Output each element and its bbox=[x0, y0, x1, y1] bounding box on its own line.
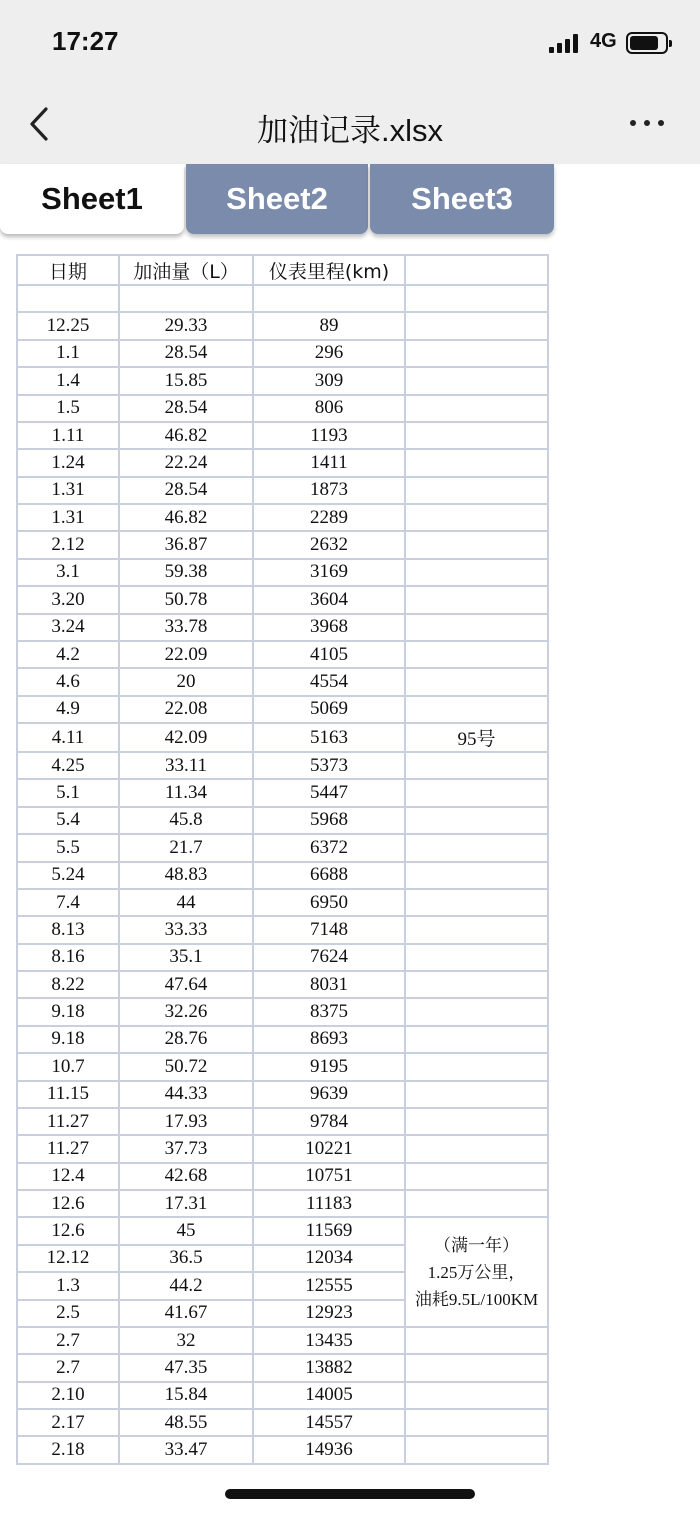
table-cell[interactable]: 1.24 bbox=[17, 449, 119, 476]
table-cell[interactable]: 4554 bbox=[253, 668, 405, 695]
table-row bbox=[17, 395, 548, 422]
table-cell[interactable]: 50.78 bbox=[119, 586, 253, 613]
table-cell[interactable] bbox=[405, 641, 548, 668]
table-row bbox=[17, 971, 548, 998]
status-time: 17:27 bbox=[52, 26, 119, 56]
table-cell[interactable]: 1.5 bbox=[17, 395, 119, 422]
table-cell[interactable] bbox=[405, 1354, 548, 1381]
table-cell[interactable]: 8.16 bbox=[17, 944, 119, 971]
header-cell[interactable]: 日期 bbox=[17, 255, 119, 285]
table-cell[interactable]: 17.31 bbox=[119, 1190, 253, 1217]
table-row bbox=[17, 1135, 548, 1162]
table-cell[interactable] bbox=[405, 944, 548, 971]
table-cell[interactable]: 10.7 bbox=[17, 1053, 119, 1080]
table-cell[interactable]: 8693 bbox=[253, 1026, 405, 1053]
table-cell[interactable] bbox=[405, 1163, 548, 1190]
table-cell[interactable] bbox=[405, 1026, 548, 1053]
home-indicator bbox=[225, 1489, 475, 1499]
table-cell[interactable]: 9195 bbox=[253, 1053, 405, 1080]
table-cell[interactable]: 15.84 bbox=[119, 1382, 253, 1409]
back-chevron-icon[interactable] bbox=[28, 106, 52, 142]
table-cell[interactable]: 6950 bbox=[253, 889, 405, 916]
table-cell[interactable]: 37.73 bbox=[119, 1135, 253, 1162]
table-cell[interactable]: 1.1 bbox=[17, 340, 119, 367]
table-cell[interactable]: 4105 bbox=[253, 641, 405, 668]
table-cell[interactable]: 47.64 bbox=[119, 971, 253, 998]
table-row bbox=[17, 834, 548, 861]
table-cell[interactable] bbox=[405, 531, 548, 558]
table-row bbox=[17, 1409, 548, 1436]
table-cell[interactable]: 9.18 bbox=[17, 1026, 119, 1053]
table-cell[interactable]: 7148 bbox=[253, 916, 405, 943]
table-cell[interactable]: 2289 bbox=[253, 504, 405, 531]
table-row bbox=[17, 723, 548, 752]
table-cell[interactable]: 1193 bbox=[253, 422, 405, 449]
table-cell[interactable]: 36.87 bbox=[119, 531, 253, 558]
table-row bbox=[17, 998, 548, 1025]
summary-note-line: 油耗9.5L/100KM bbox=[414, 1289, 539, 1309]
table-row bbox=[17, 504, 548, 531]
table-cell[interactable] bbox=[405, 752, 548, 779]
table-cell[interactable]: 11.15 bbox=[17, 1081, 119, 1108]
table-cell[interactable] bbox=[119, 285, 253, 312]
table-cell[interactable]: 48.83 bbox=[119, 862, 253, 889]
table-cell[interactable]: 22.09 bbox=[119, 641, 253, 668]
table-cell[interactable]: 4.11 bbox=[17, 723, 119, 752]
spreadsheet-grid bbox=[16, 254, 549, 1465]
table-cell[interactable]: 20 bbox=[119, 668, 253, 695]
table-cell[interactable]: 3.20 bbox=[17, 586, 119, 613]
table-cell[interactable]: 12.4 bbox=[17, 1163, 119, 1190]
table-cell[interactable]: 36.5 bbox=[119, 1245, 253, 1272]
table-cell[interactable]: 8.22 bbox=[17, 971, 119, 998]
table-row bbox=[17, 1217, 548, 1244]
table-row bbox=[17, 340, 548, 367]
table-cell[interactable] bbox=[405, 779, 548, 806]
table-cell[interactable] bbox=[405, 285, 548, 312]
network-type: 4G bbox=[590, 30, 617, 52]
table-row bbox=[17, 1163, 548, 1190]
table-cell[interactable]: 1.4 bbox=[17, 367, 119, 394]
table-cell[interactable]: 14557 bbox=[253, 1409, 405, 1436]
table-row bbox=[17, 779, 548, 806]
table-cell[interactable]: 33.11 bbox=[119, 752, 253, 779]
table-cell[interactable]: 5.1 bbox=[17, 779, 119, 806]
table-cell[interactable]: 44.33 bbox=[119, 1081, 253, 1108]
table-cell[interactable]: 14936 bbox=[253, 1436, 405, 1463]
table-cell[interactable] bbox=[405, 696, 548, 723]
table-cell[interactable]: 4.6 bbox=[17, 668, 119, 695]
table-cell[interactable]: 28.76 bbox=[119, 1026, 253, 1053]
table-cell[interactable]: 10221 bbox=[253, 1135, 405, 1162]
table-row bbox=[17, 449, 548, 476]
table-cell[interactable]: 1411 bbox=[253, 449, 405, 476]
table-cell[interactable] bbox=[405, 340, 548, 367]
table-cell[interactable]: 2.5 bbox=[17, 1300, 119, 1327]
table-cell[interactable] bbox=[405, 559, 548, 586]
table-cell[interactable]: 47.35 bbox=[119, 1354, 253, 1381]
table-cell[interactable]: 2.7 bbox=[17, 1354, 119, 1381]
table-row bbox=[17, 1354, 548, 1381]
table-cell[interactable]: 5.24 bbox=[17, 862, 119, 889]
table-cell[interactable] bbox=[405, 477, 548, 504]
table-cell[interactable]: 41.67 bbox=[119, 1300, 253, 1327]
table-row bbox=[17, 752, 548, 779]
table-cell[interactable]: 15.85 bbox=[119, 367, 253, 394]
table-row bbox=[17, 285, 548, 312]
table-cell[interactable] bbox=[405, 668, 548, 695]
table-cell[interactable]: 28.54 bbox=[119, 395, 253, 422]
table-cell[interactable]: 33.47 bbox=[119, 1436, 253, 1463]
table-row bbox=[17, 916, 548, 943]
table-cell[interactable]: 5163 bbox=[253, 723, 405, 752]
table-cell[interactable] bbox=[405, 1436, 548, 1463]
table-cell[interactable]: 3.1 bbox=[17, 559, 119, 586]
table-cell[interactable]: 11183 bbox=[253, 1190, 405, 1217]
table-cell[interactable]: 2632 bbox=[253, 531, 405, 558]
table-cell[interactable]: 9784 bbox=[253, 1108, 405, 1135]
table-cell[interactable]: 44.2 bbox=[119, 1272, 253, 1299]
table-cell[interactable]: 46.82 bbox=[119, 422, 253, 449]
table-cell[interactable] bbox=[405, 1081, 548, 1108]
table-cell[interactable]: 2.10 bbox=[17, 1382, 119, 1409]
tab-sheet2[interactable]: Sheet2 bbox=[186, 164, 368, 234]
table-row bbox=[17, 668, 548, 695]
table-row bbox=[17, 641, 548, 668]
table-row bbox=[17, 531, 548, 558]
table-cell[interactable]: 3604 bbox=[253, 586, 405, 613]
table-cell[interactable]: 3968 bbox=[253, 614, 405, 641]
table-cell[interactable]: 2.12 bbox=[17, 531, 119, 558]
table-cell[interactable] bbox=[405, 916, 548, 943]
table-cell[interactable] bbox=[405, 504, 548, 531]
table-cell[interactable]: 12.6 bbox=[17, 1190, 119, 1217]
table-cell[interactable]: 28.54 bbox=[119, 340, 253, 367]
table-cell[interactable]: 2.7 bbox=[17, 1327, 119, 1354]
table-row bbox=[17, 696, 548, 723]
table-cell[interactable] bbox=[405, 998, 548, 1025]
status-bar bbox=[0, 0, 700, 86]
summary-note-line: （满一年） bbox=[434, 1235, 519, 1255]
table-cell[interactable] bbox=[405, 834, 548, 861]
header-row bbox=[17, 255, 548, 285]
table-cell[interactable] bbox=[405, 1190, 548, 1217]
table-cell[interactable]: 296 bbox=[253, 340, 405, 367]
table-cell[interactable] bbox=[405, 1327, 548, 1354]
table-cell[interactable]: 22.08 bbox=[119, 696, 253, 723]
table-cell[interactable] bbox=[405, 395, 548, 422]
table-row bbox=[17, 1026, 548, 1053]
table-cell[interactable]: 1.11 bbox=[17, 422, 119, 449]
table-cell[interactable]: 29.33 bbox=[119, 312, 253, 339]
table-cell[interactable]: 7624 bbox=[253, 944, 405, 971]
table-row bbox=[17, 422, 548, 449]
table-cell[interactable]: 21.7 bbox=[119, 834, 253, 861]
table-cell[interactable]: 12.25 bbox=[17, 312, 119, 339]
table-cell[interactable] bbox=[405, 862, 548, 889]
table-cell[interactable]: 8031 bbox=[253, 971, 405, 998]
table-cell[interactable]: 45.8 bbox=[119, 807, 253, 834]
table-cell[interactable]: 1.31 bbox=[17, 477, 119, 504]
table-cell[interactable] bbox=[253, 285, 405, 312]
table-cell[interactable]: 1873 bbox=[253, 477, 405, 504]
table-cell[interactable] bbox=[405, 312, 548, 339]
table-cell[interactable]: 12555 bbox=[253, 1272, 405, 1299]
table-cell[interactable]: 11.27 bbox=[17, 1135, 119, 1162]
table-row bbox=[17, 1382, 548, 1409]
battery-icon bbox=[626, 32, 672, 54]
table-cell[interactable]: 42.68 bbox=[119, 1163, 253, 1190]
table-cell[interactable]: 8375 bbox=[253, 998, 405, 1025]
table-cell[interactable] bbox=[405, 586, 548, 613]
table-cell[interactable]: 3.24 bbox=[17, 614, 119, 641]
table-cell[interactable]: 5069 bbox=[253, 696, 405, 723]
table-cell[interactable] bbox=[405, 1409, 548, 1436]
table-cell[interactable]: 5.4 bbox=[17, 807, 119, 834]
table-row bbox=[17, 1436, 548, 1463]
table-cell[interactable]: 17.93 bbox=[119, 1108, 253, 1135]
table-row bbox=[17, 1081, 548, 1108]
table-cell[interactable]: 1.3 bbox=[17, 1272, 119, 1299]
table-cell[interactable]: 46.82 bbox=[119, 504, 253, 531]
table-cell[interactable]: 4.2 bbox=[17, 641, 119, 668]
table-cell[interactable]: 45 bbox=[119, 1217, 253, 1244]
table-cell[interactable]: 4.9 bbox=[17, 696, 119, 723]
table-cell[interactable]: 12923 bbox=[253, 1300, 405, 1327]
table-cell[interactable]: 11.27 bbox=[17, 1108, 119, 1135]
table-cell[interactable] bbox=[405, 422, 548, 449]
table-row bbox=[17, 614, 548, 641]
table-cell[interactable] bbox=[405, 889, 548, 916]
table-cell[interactable] bbox=[17, 285, 119, 312]
table-cell[interactable]: 5373 bbox=[253, 752, 405, 779]
table-cell[interactable]: 6372 bbox=[253, 834, 405, 861]
table-cell[interactable] bbox=[405, 971, 548, 998]
table-row bbox=[17, 1053, 548, 1080]
table-cell[interactable] bbox=[405, 1108, 548, 1135]
table-cell[interactable]: 35.1 bbox=[119, 944, 253, 971]
table-cell[interactable] bbox=[405, 367, 548, 394]
table-cell[interactable]: 22.24 bbox=[119, 449, 253, 476]
table-cell[interactable] bbox=[405, 1382, 548, 1409]
table-cell[interactable]: 89 bbox=[253, 312, 405, 339]
table-cell[interactable]: 44 bbox=[119, 889, 253, 916]
summary-note-line: 1.25万公里， bbox=[427, 1262, 526, 1282]
table-cell[interactable]: 5447 bbox=[253, 779, 405, 806]
table-cell[interactable]: 13435 bbox=[253, 1327, 405, 1354]
table-row bbox=[17, 559, 548, 586]
table-cell[interactable]: 95号 bbox=[405, 723, 548, 752]
table-cell[interactable]: 33.78 bbox=[119, 614, 253, 641]
table-row bbox=[17, 807, 548, 834]
header-cell[interactable]: 加油量（L） bbox=[119, 255, 253, 285]
header-cell[interactable] bbox=[405, 255, 548, 285]
table-cell[interactable] bbox=[405, 807, 548, 834]
table-row bbox=[17, 1327, 548, 1354]
table-cell[interactable]: 14005 bbox=[253, 1382, 405, 1409]
table-cell[interactable]: 2.18 bbox=[17, 1436, 119, 1463]
tab-sheet3[interactable]: Sheet3 bbox=[370, 164, 554, 234]
table-cell[interactable]: 32 bbox=[119, 1327, 253, 1354]
summary-note-cell[interactable] bbox=[405, 1217, 548, 1327]
table-cell[interactable]: 12.12 bbox=[17, 1245, 119, 1272]
document-title: 加油记录.xlsx bbox=[257, 113, 443, 148]
table-cell[interactable]: 2.17 bbox=[17, 1409, 119, 1436]
table-cell[interactable]: 50.72 bbox=[119, 1053, 253, 1080]
table-cell[interactable]: 5.5 bbox=[17, 834, 119, 861]
table-cell[interactable] bbox=[405, 614, 548, 641]
table-cell[interactable]: 59.38 bbox=[119, 559, 253, 586]
table-cell[interactable]: 6688 bbox=[253, 862, 405, 889]
table-cell[interactable]: 8.13 bbox=[17, 916, 119, 943]
table-cell[interactable]: 1.31 bbox=[17, 504, 119, 531]
table-cell[interactable]: 48.55 bbox=[119, 1409, 253, 1436]
table-cell[interactable]: 7.4 bbox=[17, 889, 119, 916]
table-cell[interactable]: 806 bbox=[253, 395, 405, 422]
table-cell[interactable]: 33.33 bbox=[119, 916, 253, 943]
table-cell[interactable] bbox=[405, 449, 548, 476]
table-row bbox=[17, 586, 548, 613]
table-cell[interactable]: 10751 bbox=[253, 1163, 405, 1190]
table-cell[interactable]: 12.6 bbox=[17, 1217, 119, 1244]
table-cell[interactable]: 5968 bbox=[253, 807, 405, 834]
table-cell[interactable]: 28.54 bbox=[119, 477, 253, 504]
table-cell[interactable]: 309 bbox=[253, 367, 405, 394]
table-row bbox=[17, 1190, 548, 1217]
table-row bbox=[17, 312, 548, 339]
table-row bbox=[17, 862, 548, 889]
table-cell[interactable]: 4.25 bbox=[17, 752, 119, 779]
table-cell[interactable]: 3169 bbox=[253, 559, 405, 586]
table-row bbox=[17, 477, 548, 504]
table-cell[interactable]: 11.34 bbox=[119, 779, 253, 806]
table-row bbox=[17, 367, 548, 394]
table-row bbox=[17, 1108, 548, 1135]
table-cell[interactable] bbox=[405, 1053, 548, 1080]
tab-sheet1[interactable]: Sheet1 bbox=[0, 164, 184, 234]
table-cell[interactable]: 12034 bbox=[253, 1245, 405, 1272]
more-options-icon[interactable] bbox=[630, 120, 666, 130]
table-cell[interactable]: 11569 bbox=[253, 1217, 405, 1244]
nav-bar bbox=[0, 86, 700, 164]
cellular-signal-icon bbox=[549, 33, 581, 53]
table-row bbox=[17, 889, 548, 916]
table-row bbox=[17, 944, 548, 971]
table-cell[interactable]: 32.26 bbox=[119, 998, 253, 1025]
table-cell[interactable]: 42.09 bbox=[119, 723, 253, 752]
table-cell[interactable]: 9639 bbox=[253, 1081, 405, 1108]
sheet-tabs bbox=[0, 164, 700, 244]
table-cell[interactable]: 9.18 bbox=[17, 998, 119, 1025]
header-cell[interactable]: 仪表里程(km) bbox=[253, 255, 405, 285]
table-cell[interactable] bbox=[405, 1135, 548, 1162]
table-cell[interactable]: 13882 bbox=[253, 1354, 405, 1381]
